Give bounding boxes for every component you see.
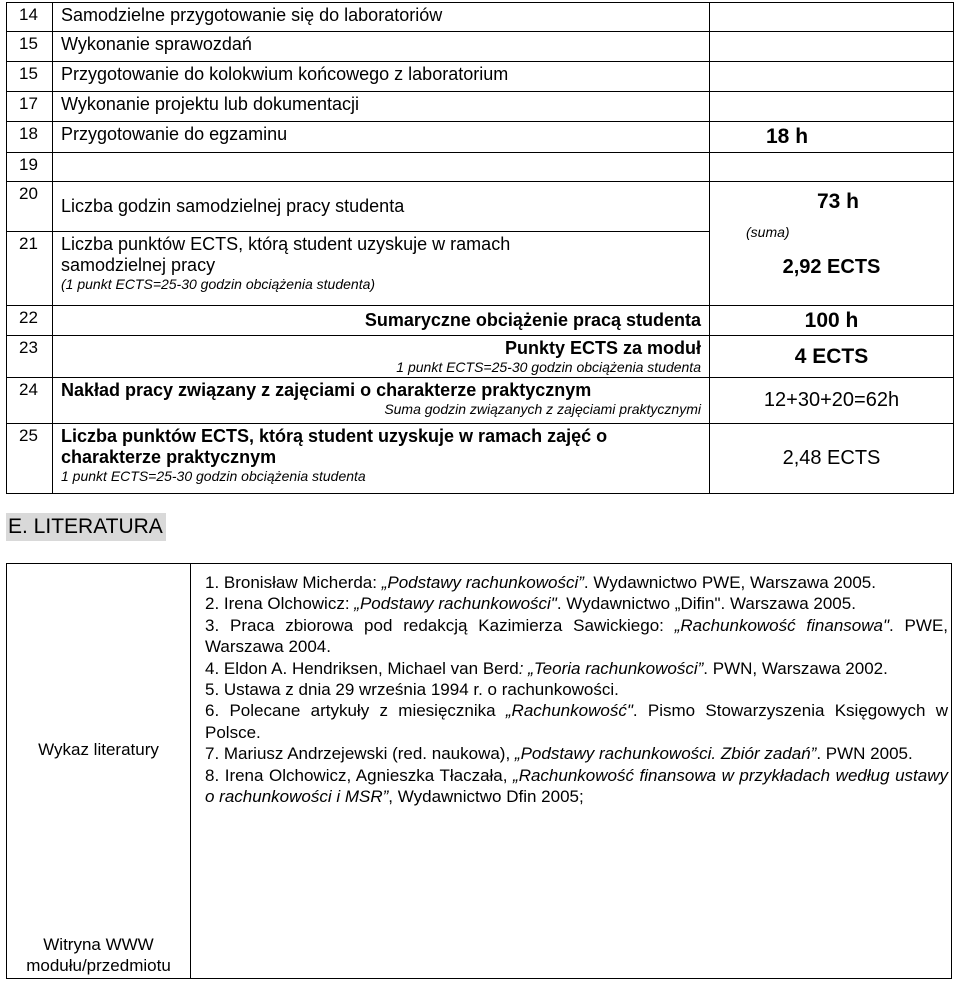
row-value bbox=[710, 32, 954, 62]
row-number: 21 bbox=[7, 232, 53, 306]
row-number: 20 bbox=[7, 182, 53, 232]
literature-table bbox=[6, 563, 952, 979]
row-description: Liczba godzin samodzielnej pracy studenta bbox=[53, 182, 710, 232]
table-row bbox=[7, 424, 954, 494]
literature-left-cell bbox=[7, 564, 191, 979]
row-description: Przygotowanie do kolokwium końcowego z laboratorium bbox=[53, 62, 710, 92]
row-number: 23 bbox=[7, 336, 53, 378]
row-value: 4 ECTS bbox=[710, 336, 954, 378]
row-note: Suma godzin związanych z zajęciami praktycznymi bbox=[384, 401, 701, 417]
row-description: Sumaryczne obciążenie pracą studenta bbox=[53, 306, 710, 336]
row-number: 17 bbox=[7, 92, 53, 122]
row-value: 100 h bbox=[710, 306, 954, 336]
row-value bbox=[710, 153, 954, 182]
row-description: Wykonanie sprawozdań bbox=[53, 32, 710, 62]
row-description bbox=[53, 232, 710, 306]
row-value: 73 h bbox=[816, 190, 859, 213]
table-row bbox=[7, 378, 954, 424]
table-row bbox=[7, 3, 954, 32]
row-description-line: Nakład pracy związany z zajęciami o charakterze praktycznym bbox=[61, 380, 592, 400]
row-note: 1 punkt ECTS=25-30 godzin obciążenia studenta bbox=[396, 359, 701, 375]
row-value: 2,92 ECTS bbox=[782, 256, 881, 278]
row-description-line: Liczba punktów ECTS, którą student uzyskuje w ramach bbox=[61, 234, 511, 254]
row-number: 25 bbox=[7, 424, 53, 494]
literature-item: 3. Praca zbiorowa pod redakcją Kazimierza Sawickiego: „Rachunkowość finansowa". PWE, Warszawa 2004. bbox=[205, 615, 949, 657]
row-value-cell bbox=[710, 182, 954, 306]
table-row bbox=[7, 564, 952, 979]
row-number: 19 bbox=[7, 153, 53, 182]
row-number: 15 bbox=[7, 32, 53, 62]
literature-list bbox=[191, 564, 952, 979]
row-description: Samodzielne przygotowanie się do laboratoriów bbox=[53, 3, 710, 32]
row-number: 15 bbox=[7, 62, 53, 92]
literature-item: 6. Polecane artykuły z miesięcznika „Rachunkowość". Pismo Stowarzyszenia Księgowych w Polsce. bbox=[205, 701, 948, 742]
row-number: 14 bbox=[7, 3, 53, 32]
website-label: Witryna WWW modułu/przedmiotu bbox=[26, 935, 171, 975]
row-description bbox=[53, 424, 710, 494]
row-description: Przygotowanie do egzaminu bbox=[53, 122, 710, 153]
row-description: Wykonanie projektu lub dokumentacji bbox=[53, 92, 710, 122]
workload-table bbox=[6, 2, 954, 494]
literature-item: 7. Mariusz Andrzejewski (red. naukowa), „Podstawy rachunkowości. Zbiór zadań”. PWN 2005. bbox=[205, 744, 913, 764]
row-note: 1 punkt ECTS=25-30 godzin obciążenia studenta bbox=[61, 468, 366, 484]
row-value: 18 h bbox=[710, 122, 954, 153]
row-value bbox=[710, 62, 954, 92]
row-value bbox=[710, 92, 954, 122]
literature-list-label: Wykaz literatury bbox=[38, 740, 159, 759]
row-description bbox=[53, 336, 710, 378]
literature-item: 4. Eldon A. Hendriksen, Michael van Berd: „Teoria rachunkowości”. PWN, Warszawa 2002. bbox=[205, 658, 888, 678]
literature-item: 5. Ustawa z dnia 29 września 1994 r. o rachunkowości. bbox=[205, 680, 619, 700]
row-description-line: charakterze praktycznym bbox=[61, 447, 277, 467]
table-row bbox=[7, 122, 954, 153]
row-value: 12+30+20=62h bbox=[710, 378, 954, 424]
literature-item: 1. Bronisław Micherda: „Podstawy rachunkowości”. Wydawnictwo PWE, Warszawa 2005. bbox=[205, 573, 876, 592]
table-row bbox=[7, 32, 954, 62]
row-description bbox=[53, 153, 710, 182]
row-number: 24 bbox=[7, 378, 53, 424]
literature-item: 2. Irena Olchowicz: „Podstawy rachunkowości". Wydawnictwo „Difin". Warszawa 2005. bbox=[205, 594, 856, 614]
row-number: 22 bbox=[7, 306, 53, 336]
row-description-line: Liczba punktów ECTS, którą student uzyskuje w ramach zajęć o bbox=[61, 426, 608, 446]
row-value bbox=[710, 3, 954, 32]
literature-item: 8. Irena Olchowicz, Agnieszka Tłaczała, „Rachunkowość finansowa w przykładach według ustawy o rachunkowości i MSR”, Wydawnictwo Dfin 2005; bbox=[205, 765, 948, 807]
table-row bbox=[7, 153, 954, 182]
table-row bbox=[7, 182, 954, 232]
row-note: (1 punkt ECTS=25-30 godzin obciążenia studenta) bbox=[61, 276, 376, 292]
row-number: 18 bbox=[7, 122, 53, 153]
table-row bbox=[7, 62, 954, 92]
table-row bbox=[7, 306, 954, 336]
row-description bbox=[53, 378, 710, 424]
row-value: 2,48 ECTS bbox=[710, 424, 954, 494]
section-title: E. LITERATURA bbox=[6, 513, 166, 541]
table-row bbox=[7, 336, 954, 378]
row-description-line: samodzielnej pracy bbox=[61, 255, 216, 275]
sum-note: (suma) bbox=[746, 224, 790, 240]
row-description-line: Punkty ECTS za moduł bbox=[504, 338, 701, 358]
table-row bbox=[7, 92, 954, 122]
